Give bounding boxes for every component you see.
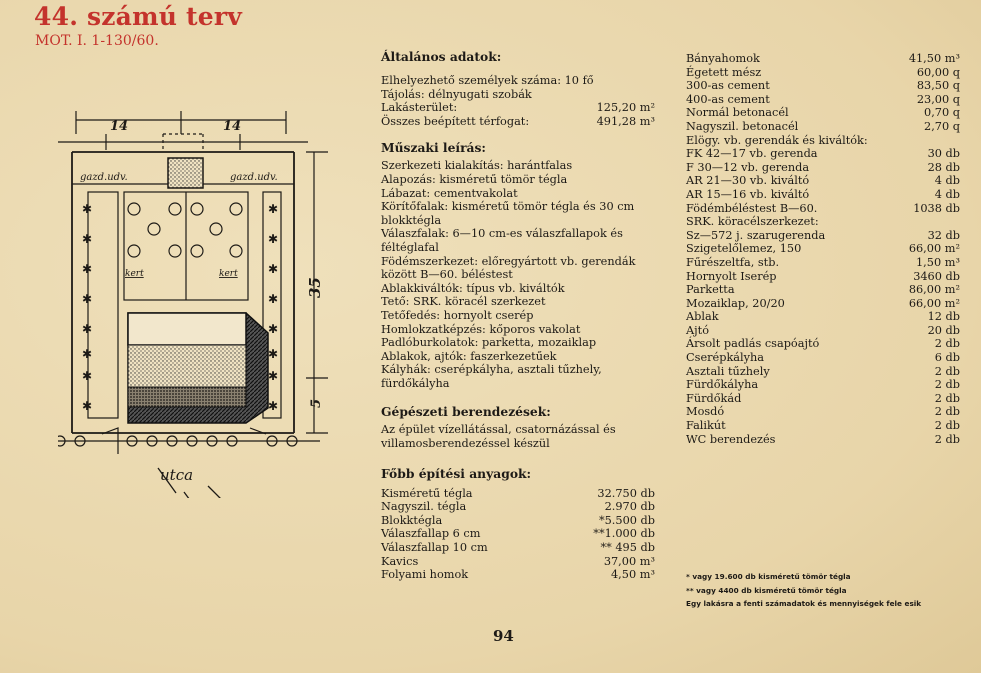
svg-text:✱: ✱	[268, 399, 279, 413]
svg-text:kert: kert	[219, 269, 238, 279]
material-row: Bányahomok 41,50 m³	[686, 52, 960, 65]
technical-heading: Műszaki leírás:	[381, 140, 486, 156]
svg-text:✱: ✱	[268, 262, 279, 276]
page-title: 44. számú terv	[34, 2, 242, 31]
tech-item: Ablakkiváltók: típus vb. kiváltók	[381, 281, 565, 295]
tech-item: Ablakok, ajtók: faszerkezetűek	[381, 349, 557, 363]
tech-item: Homlokzatképzés: kőporos vakolat	[381, 322, 581, 336]
svg-text:✱: ✱	[268, 369, 279, 383]
material-row: 300-as cement 83,50 q	[686, 79, 960, 93]
persons-text: Elhelyezhető személyek száma: 10 fő	[381, 74, 594, 87]
svg-text:✱: ✱	[268, 347, 279, 361]
svg-text:35: 35	[306, 277, 324, 298]
orientation-text: Tájolás: délnyugati szobák	[381, 87, 532, 101]
footnote: * vagy 19.600 db kisméretű tömör tégla	[686, 572, 851, 581]
svg-text:14: 14	[223, 119, 242, 134]
tech-item: Tető: SRK. köracél szerkezet	[381, 295, 546, 309]
svg-text:✱: ✱	[82, 347, 93, 361]
material-row: Födémbéléstest B—60. 1038 db	[686, 201, 960, 215]
right-materials-column	[686, 52, 960, 446]
svg-text:✱: ✱	[82, 322, 93, 336]
tech-item: Tetőfedés: hornyolt cserép	[381, 308, 534, 322]
footnote: ** vagy 4400 db kisméretű tömör tégla	[686, 585, 847, 595]
svg-text:✱: ✱	[268, 322, 279, 336]
tech-item: Körítőfalak: kisméretű tömör tégla és 30 cm blokktégla	[381, 200, 635, 227]
material-row: Sz—572 j. szarugerenda 32 db	[686, 228, 960, 242]
footnotes	[686, 570, 976, 611]
material-row: Normál betonacél 0,70 q	[686, 106, 960, 120]
volume-row: Összes beépített térfogat: 491,28 m³	[381, 114, 655, 128]
material-row: F 30—12 vb. gerenda 28 db	[686, 160, 960, 174]
tech-item: Kályhák: cserépkályha, asztali tűzhely, fürdőkályha	[381, 363, 602, 390]
svg-text:gazd.udv.: gazd.udv.	[80, 172, 128, 183]
material-row: Parketta 86,00 m²	[686, 283, 960, 297]
svg-text:✱: ✱	[268, 232, 279, 246]
material-row: Fűrészeltfa, stb. 1,50 m³	[686, 255, 960, 269]
material-row: Mosdó 2 db	[686, 405, 960, 419]
material-row: AR 15—16 vb. kiváltó 4 db	[686, 187, 960, 201]
material-row: Mozaiklap, 20/20 66,00 m²	[686, 296, 960, 310]
tech-item: Padlóburkolatok: parketta, mozaiklap	[381, 336, 597, 350]
material-row: Ajtó 20 db	[686, 323, 960, 337]
material-row: 400-as cement 23,00 q	[686, 92, 960, 106]
material-row: Asztali tűzhely 2 db	[686, 364, 960, 378]
svg-text:✱: ✱	[82, 369, 93, 383]
footnote: Egy lakásra a fenti számadatok és mennyiségek fele esik	[686, 599, 922, 608]
page-number: 94	[493, 627, 514, 645]
svg-text:✱: ✱	[268, 292, 279, 306]
mechanical-heading: Gépészeti berendezések:	[381, 404, 551, 420]
tech-item: Lábazat: cementvakolat	[381, 186, 518, 200]
material-row: Blokktégla *5.500 db	[381, 513, 655, 527]
material-row: Falikút 2 db	[686, 419, 960, 433]
material-row: Hornyolt Iserép 3460 db	[686, 269, 960, 283]
svg-text:✱: ✱	[268, 202, 279, 216]
area-row: Lakásterület: 125,20 m²	[381, 101, 655, 115]
material-row: Nagyszil. tégla 2.970 db	[381, 500, 655, 514]
material-row: Kisméretű tégla 32.750 db	[381, 486, 655, 500]
material-row: Szigetelőlemez, 150 66,00 m²	[686, 242, 960, 256]
tech-item: Födémszerkezet: előregyártott vb. gerendák között B—60. béléstest	[381, 254, 636, 282]
plan-code: MOT. I. 1-130/60.	[35, 33, 159, 49]
material-row: Fürdőkályha 2 db	[686, 378, 960, 392]
left-text-column	[381, 49, 655, 582]
material-row: Folyami homok 4,50 m³	[381, 568, 655, 582]
material-row: WC berendezés 2 db	[686, 432, 960, 446]
material-row: Kavics 37,00 m³	[381, 554, 655, 568]
svg-text:5: 5	[309, 398, 324, 408]
tech-item: Szerkezeti kialakítás: harántfalas	[381, 159, 573, 173]
material-row: AR 21—30 vb. kiváltó 4 db	[686, 174, 960, 188]
tech-item: Válaszfalak: 6—10 cm-es válaszfallapok és féltéglafal	[381, 227, 623, 254]
svg-text:✱: ✱	[82, 399, 93, 413]
svg-text:✱: ✱	[82, 292, 93, 306]
material-row: FK 42—17 vb. gerenda 30 db	[686, 147, 960, 161]
material-row: Válaszfallap 10 cm ** 495 db	[381, 541, 655, 555]
svg-text:✱: ✱	[82, 262, 93, 276]
materials-heading: Főbb építési anyagok:	[381, 465, 532, 481]
material-row: Válaszfallap 6 cm **1.000 db	[381, 527, 655, 541]
svg-text:✱: ✱	[82, 232, 93, 246]
svg-text:gazd.udv.: gazd.udv.	[230, 172, 278, 183]
general-heading: Általános adatok:	[381, 49, 502, 64]
material-row: Ablak 12 db	[686, 310, 960, 324]
street-label: utca	[160, 466, 194, 484]
svg-text:✱: ✱	[82, 202, 93, 216]
material-row: Elögy. vb. gerendák és kiváltók:	[686, 133, 868, 147]
material-row: SRK. köracélszerkezet:	[686, 215, 819, 229]
material-row: Ársolt padlás csapóajtó 2 db	[686, 337, 960, 351]
mechanical-text: Az épület vízellátással, csatornázással és villamosberendezéssel készül	[381, 423, 616, 451]
site-plan-drawing	[58, 108, 348, 498]
material-row: Fürdőkád 2 db	[686, 391, 960, 405]
tech-item: Alapozás: kisméretű tömör tégla	[381, 172, 568, 186]
material-row: Cserépkályha 6 db	[686, 351, 960, 365]
svg-text:14: 14	[110, 119, 129, 134]
svg-text:kert: kert	[125, 269, 144, 279]
material-row: Nagyszil. betonacél 2,70 q	[686, 119, 960, 133]
material-row: Égetett mész 60,00 q	[686, 65, 960, 79]
